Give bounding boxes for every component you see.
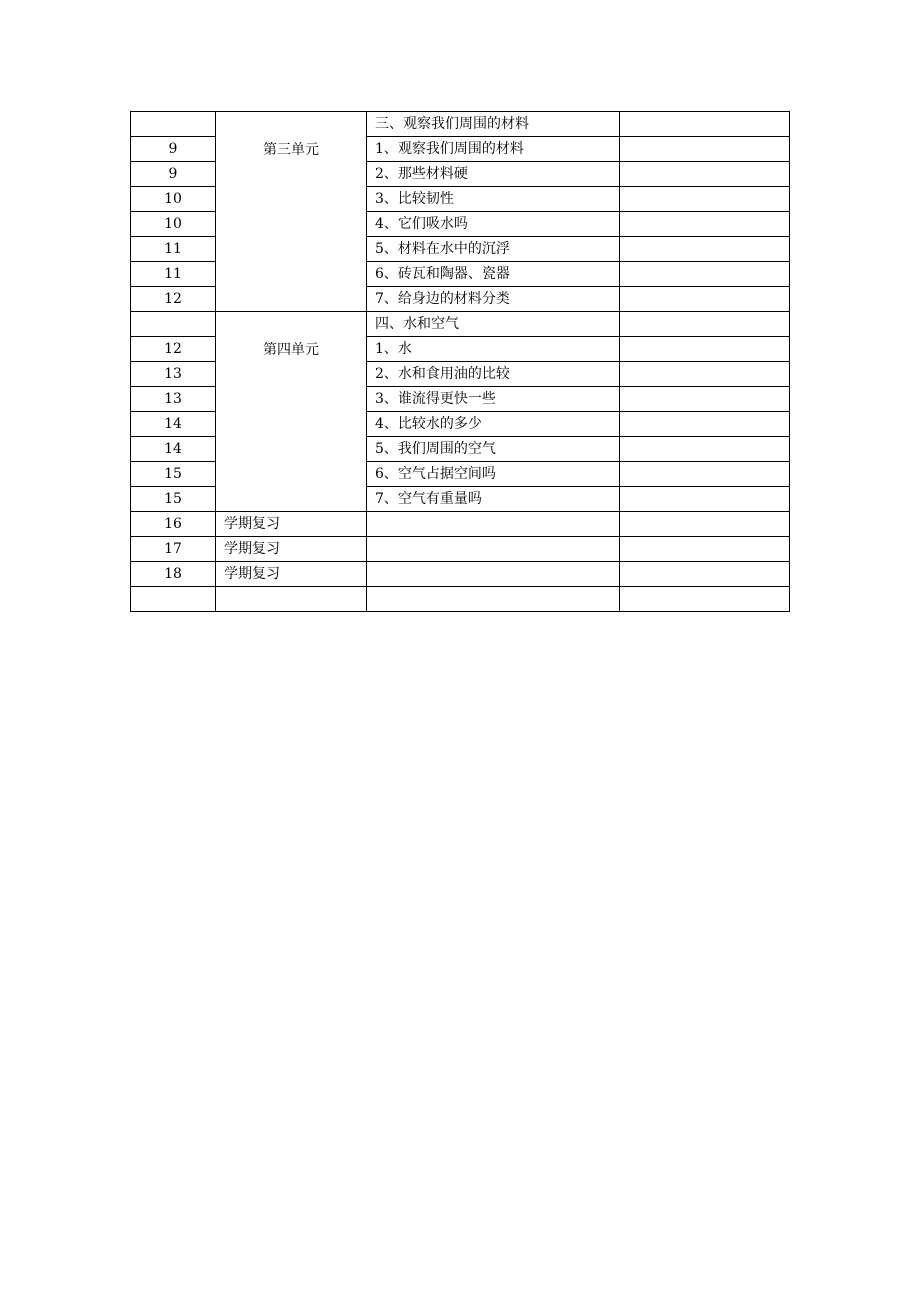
lesson-cell	[367, 562, 620, 587]
table-row	[131, 112, 790, 137]
table-row	[131, 537, 790, 562]
teaching-schedule-table	[130, 111, 790, 612]
note-cell	[620, 237, 790, 262]
week-cell: 11	[131, 262, 216, 287]
week-cell	[131, 312, 216, 337]
note-cell	[620, 462, 790, 487]
note-cell	[620, 537, 790, 562]
week-cell: 15	[131, 462, 216, 487]
table-row	[131, 512, 790, 537]
week-cell: 9	[131, 162, 216, 187]
lesson-cell: 2、那些材料硬	[367, 162, 620, 187]
week-cell: 11	[131, 237, 216, 262]
lesson-cell	[367, 587, 620, 612]
note-cell	[620, 562, 790, 587]
week-cell: 10	[131, 212, 216, 237]
week-cell: 9	[131, 137, 216, 162]
lesson-cell: 3、谁流得更快一些	[367, 387, 620, 412]
note-cell	[620, 587, 790, 612]
note-cell	[620, 412, 790, 437]
week-cell: 10	[131, 187, 216, 212]
table-row	[131, 562, 790, 587]
review-cell: 学期复习	[216, 562, 367, 587]
lesson-cell: 2、水和食用油的比较	[367, 362, 620, 387]
lesson-cell: 7、空气有重量吗	[367, 487, 620, 512]
table-row	[131, 312, 790, 337]
lesson-cell: 6、砖瓦和陶器、瓷器	[367, 262, 620, 287]
week-cell: 12	[131, 287, 216, 312]
lesson-cell: 4、比较水的多少	[367, 412, 620, 437]
note-cell	[620, 312, 790, 337]
note-cell	[620, 212, 790, 237]
week-cell: 14	[131, 412, 216, 437]
lesson-cell: 4、它们吸水吗	[367, 212, 620, 237]
note-cell	[620, 512, 790, 537]
unit-name-cell: 第四单元	[216, 312, 367, 512]
week-cell: 18	[131, 562, 216, 587]
note-cell	[620, 437, 790, 462]
note-cell	[620, 187, 790, 212]
review-cell: 学期复习	[216, 512, 367, 537]
review-cell: 学期复习	[216, 537, 367, 562]
lesson-cell: 1、观察我们周围的材料	[367, 137, 620, 162]
note-cell	[620, 137, 790, 162]
week-cell: 12	[131, 337, 216, 362]
note-cell	[620, 387, 790, 412]
table-row	[131, 587, 790, 612]
unit-heading-cell: 三、观察我们周围的材料	[367, 112, 620, 137]
lesson-cell: 5、材料在水中的沉浮	[367, 237, 620, 262]
week-cell	[131, 587, 216, 612]
lesson-cell	[367, 512, 620, 537]
lesson-cell: 6、空气占据空间吗	[367, 462, 620, 487]
note-cell	[620, 337, 790, 362]
unit-name-cell: 第三单元	[216, 112, 367, 312]
note-cell	[620, 162, 790, 187]
note-cell	[620, 487, 790, 512]
week-cell: 13	[131, 362, 216, 387]
note-cell	[620, 262, 790, 287]
lesson-cell: 5、我们周围的空气	[367, 437, 620, 462]
week-cell: 14	[131, 437, 216, 462]
unit-heading-cell: 四、水和空气	[367, 312, 620, 337]
schedule-sheet	[130, 111, 790, 612]
week-cell	[131, 112, 216, 137]
lesson-cell: 3、比较韧性	[367, 187, 620, 212]
note-cell	[620, 362, 790, 387]
note-cell	[620, 287, 790, 312]
week-cell: 17	[131, 537, 216, 562]
lesson-cell: 1、水	[367, 337, 620, 362]
week-cell: 15	[131, 487, 216, 512]
review-cell	[216, 587, 367, 612]
week-cell: 16	[131, 512, 216, 537]
lesson-cell: 7、给身边的材料分类	[367, 287, 620, 312]
note-cell	[620, 112, 790, 137]
lesson-cell	[367, 537, 620, 562]
week-cell: 13	[131, 387, 216, 412]
